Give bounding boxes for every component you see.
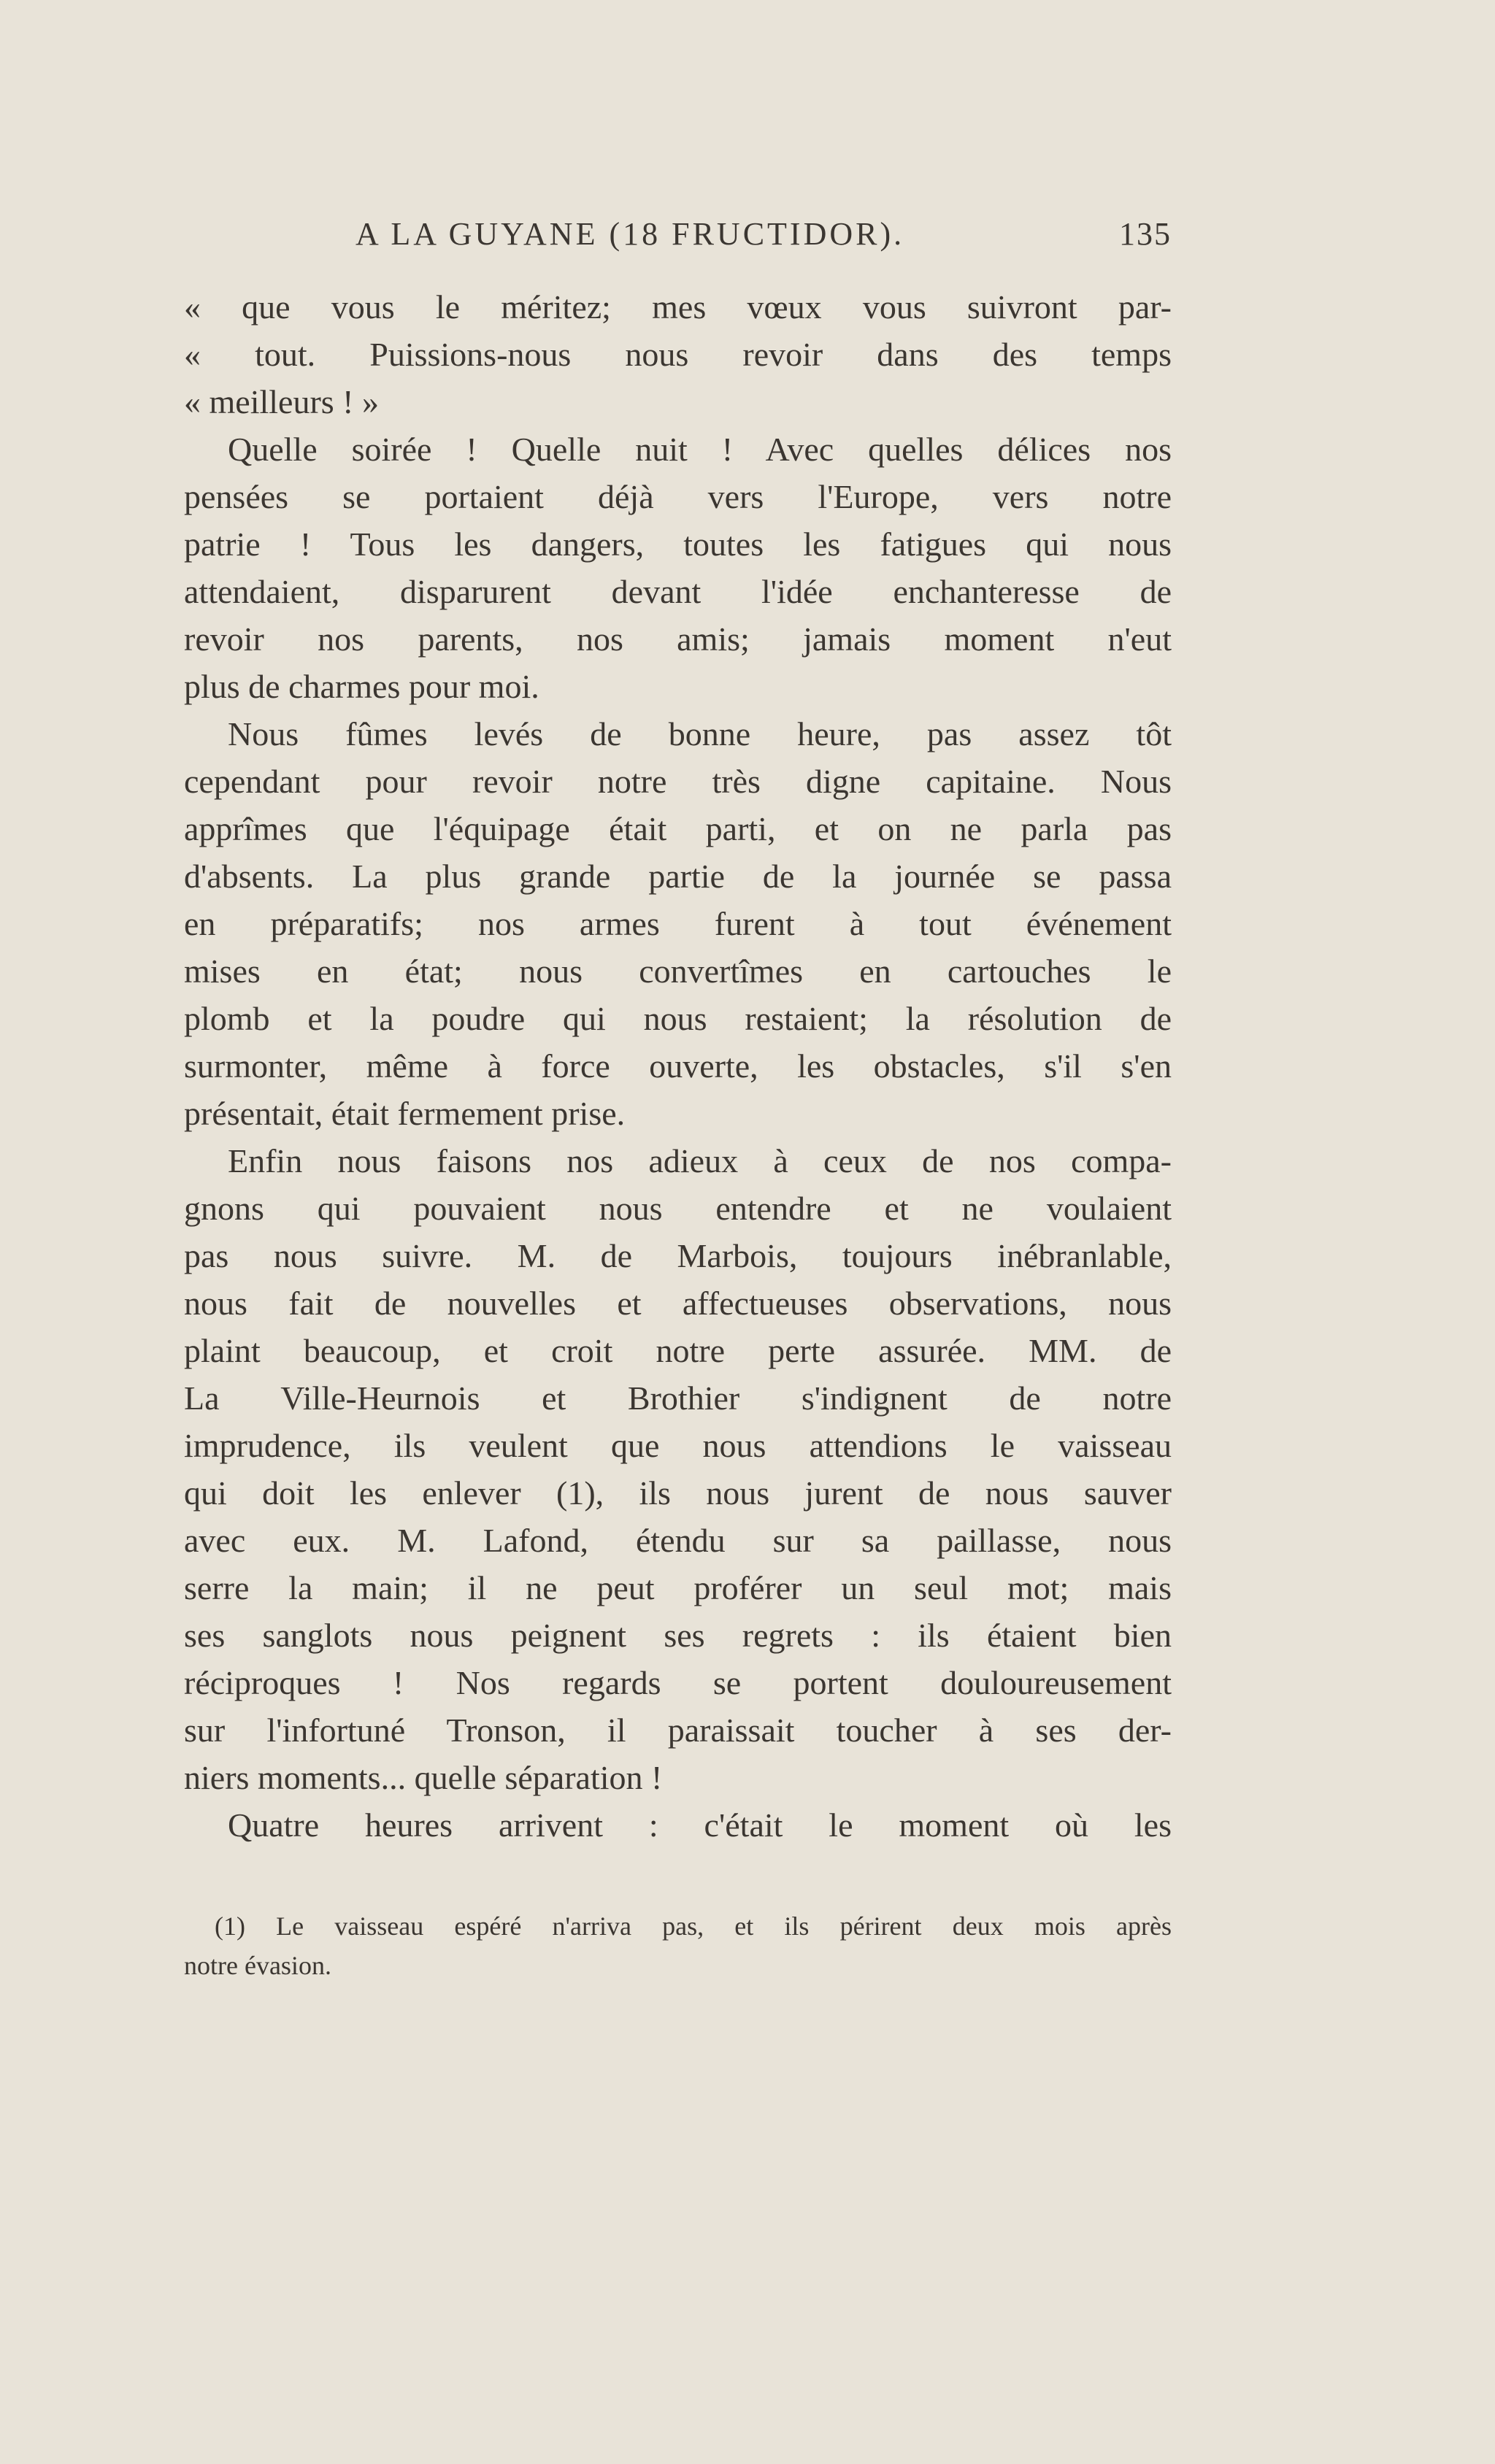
text-line: niers moments... quelle séparation ! xyxy=(184,1759,663,1796)
text-line: nous fait de nouvelles et affectueuses observations, nous xyxy=(184,1285,1172,1322)
text-line: attendaient, disparurent devant l'idée enchanteresse de xyxy=(184,573,1172,610)
text-line: gnons qui pouvaient nous entendre et ne voulaient xyxy=(184,1190,1172,1227)
text-line: imprudence, ils veulent que nous attendions le vaisseau xyxy=(184,1427,1172,1464)
text-line: revoir nos parents, nos amis; jamais moment n'eut xyxy=(184,620,1172,658)
text-line: Quelle soirée ! Quelle nuit ! Avec quelles délices nos xyxy=(228,431,1172,468)
text-line: Enfin nous faisons nos adieux à ceux de nos compa- xyxy=(228,1142,1172,1179)
text-line: d'absents. La plus grande partie de la journée se passa xyxy=(184,858,1172,895)
text-line: réciproques ! Nos regards se portent douloureusement xyxy=(184,1664,1172,1701)
text-line: plaint beaucoup, et croit notre perte assurée. MM. de xyxy=(184,1332,1172,1369)
footnote-line: notre évasion. xyxy=(184,1951,331,1980)
text-line: en préparatifs; nos armes furent à tout événement xyxy=(184,905,1172,942)
text-line: qui doit les enlever (1), ils nous jurent de nous sauver xyxy=(184,1474,1172,1512)
footnote xyxy=(184,1906,1172,1985)
text-line: apprîmes que l'équipage était parti, et on ne parla pas xyxy=(184,810,1172,847)
text-line: patrie ! Tous les dangers, toutes les fatigues qui nous xyxy=(184,525,1172,563)
footnote-line: (1) Le vaisseau espéré n'arriva pas, et ils périrent deux mois après xyxy=(215,1911,1172,1941)
page-number: 135 xyxy=(1119,216,1172,252)
running-title: A LA GUYANE (18 FRUCTIDOR). xyxy=(356,216,905,252)
text-line: mises en état; nous convertîmes en cartouches le xyxy=(184,952,1172,990)
text-line: ses sanglots nous peignent ses regrets : ils étaient bien xyxy=(184,1617,1172,1654)
text-line: « meilleurs ! » xyxy=(184,383,379,420)
text-line: avec eux. M. Lafond, étendu sur sa paillasse, nous xyxy=(184,1522,1172,1559)
text-line: surmonter, même à force ouverte, les obstacles, s'il s'en xyxy=(184,1047,1172,1085)
text-line: « que vous le méritez; mes vœux vous suivront par- xyxy=(184,288,1172,326)
text-line: pas nous suivre. M. de Marbois, toujours inébranlable, xyxy=(184,1237,1172,1274)
text-line: serre la main; il ne peut proférer un seul mot; mais xyxy=(184,1569,1172,1606)
body-text xyxy=(184,283,1172,1849)
text-line: Nous fûmes levés de bonne heure, pas assez tôt xyxy=(228,715,1172,752)
text-line: sur l'infortuné Tronson, il paraissait toucher à ses der- xyxy=(184,1712,1172,1749)
text-line: pensées se portaient déjà vers l'Europe, vers notre xyxy=(184,478,1172,515)
text-line: plomb et la poudre qui nous restaient; la résolution de xyxy=(184,1000,1172,1037)
text-line: présentait, était fermement prise. xyxy=(184,1095,626,1132)
text-line: cependant pour revoir notre très digne capitaine. Nous xyxy=(184,763,1172,800)
text-line: plus de charmes pour moi. xyxy=(184,668,539,705)
text-line: Quatre heures arrivent : c'était le moment où les xyxy=(228,1806,1172,1844)
running-header xyxy=(184,215,1172,262)
text-line: La Ville-Heurnois et Brothier s'indignent de notre xyxy=(184,1379,1172,1417)
text-line: « tout. Puissions-nous nous revoir dans des temps xyxy=(184,336,1172,373)
